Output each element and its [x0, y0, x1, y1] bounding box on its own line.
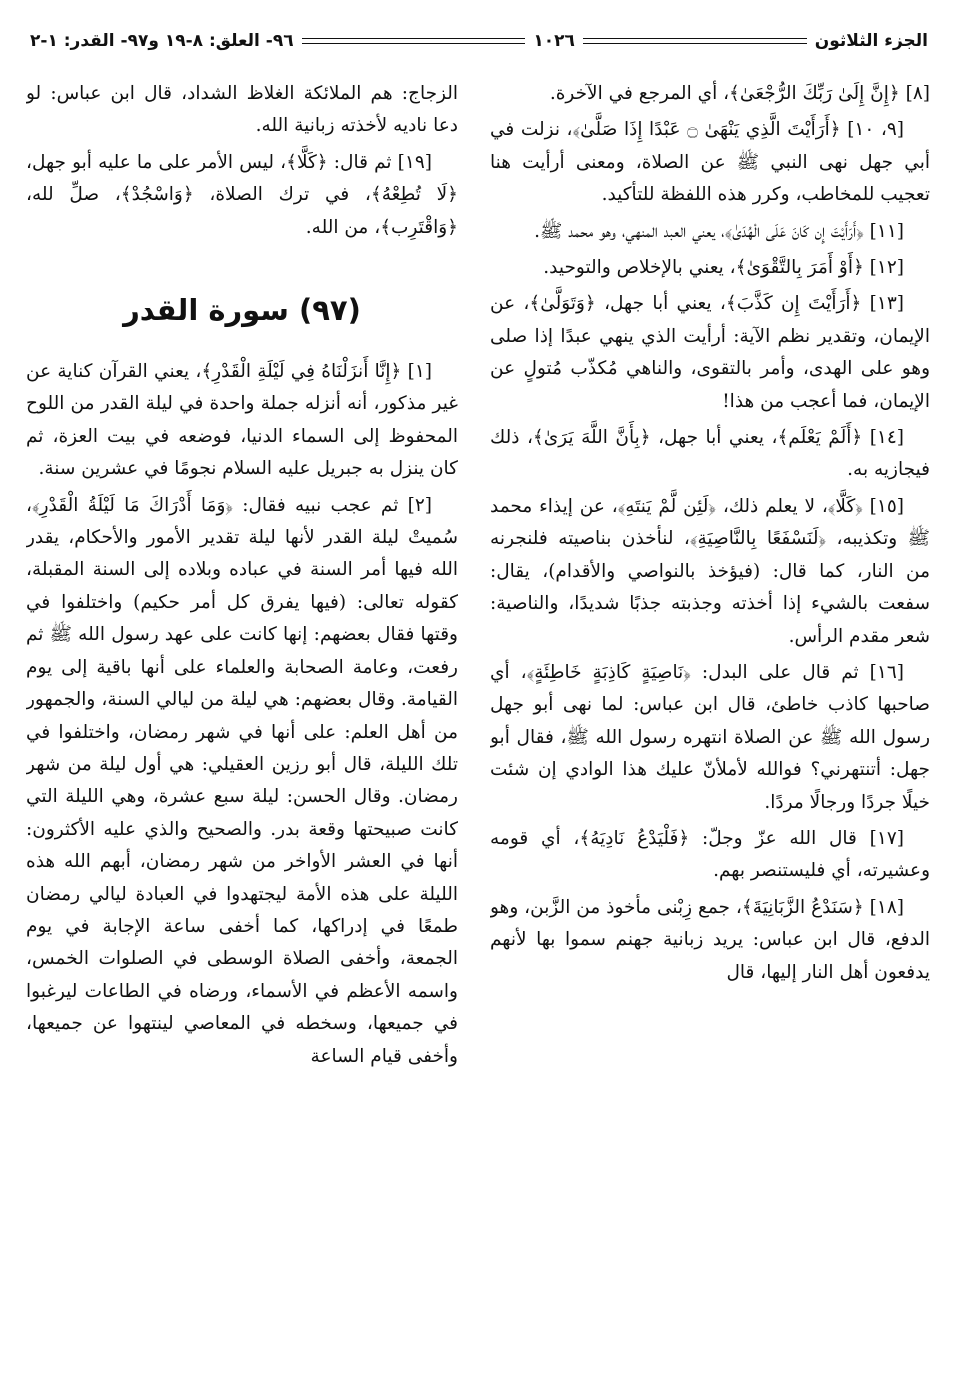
surah-title: (٩٧) سورة القدر	[123, 293, 361, 328]
running-header	[30, 26, 928, 56]
paragraph-verse-9-10: [٩، ١٠] ﴿أَرَأَيْتَ الَّذِي يَنْهَىٰ ۝ عَبْدًا إِذَا صَلَّىٰ﴾، نزلت في أبي جهل نهى النبي ﷺ عن الصلاة، ومعنى أرأيت هنا تعجيب للمخاطب، وكرر هذه اللفظة للتأكيد.	[490, 119, 930, 206]
paragraph-verse-16: [١٦] ثم قال على البدل: ﴿نَاصِيَةٍ كَاذِبَةٍ خَاطِئَةٍ﴾، أي صاحبها كاذب خاطئ، قال ابن عباس: لما نهى أبو جهل رسول الله ﷺ عن الصلاة انتهره رسول الله ﷺ، فقال أبو جهل: أتنتهرني؟ فوالله لأملأنّ عليك هذا الوادي إن شئت خيلًا جردًا ورجالًا مردًا.	[490, 661, 930, 813]
paragraph-verse-13: [١٣] ﴿أَرَأَيْتَ إِن كَذَّبَ﴾، يعني أبا جهل، ﴿وَتَوَلَّىٰ﴾، عن الإيمان، وتقدير نظم الآية: أرأيت الذي ينهي عبدًا إذا صلى وهو على الهدى، وأمر بالتقوى، والناهي مُكذّب مُتولٍ عن الإيمان، فما أعجب من هذا!	[490, 293, 930, 412]
paragraph-verse-12: [١٢] ﴿أَوْ أَمَرَ بِالتَّقْوَىٰ﴾، يعني بالإخلاص والتوحيد.	[543, 257, 904, 279]
paragraph-qadr-verse-2: [٢] ثم عجب نبيه فقال: ﴿وَمَا أَدْرَاكَ مَا لَيْلَةُ الْقَدْرِ﴾، سُميتْ ليلة القدر لأنها ليلة تقدير الأمور والأحكام، يقدر الله فيها أمر السنة في عباده وبلاده إلى السنة المقبلة، كقوله تعالى: (فيها يفرق كل أمر حكيم) واختلفوا في وقتها فقال بعضهم: إنها كانت على عهد رسول الله ﷺ ثم رفعت، وعامة الصحابة والعلماء على أنها باقية إلى يوم القيامة. وقال بعضهم: هي ليلة من ليالي السنة، والجمهور من أهل العلم: على أنها في شهر رمضان، واختلفوا في تلك الليلة، قال أبو رزين العقيلي: هي أول ليلة من شهر رمضان. وقال الحسن: ليلة سبع عشرة، وهي الليلة التي كانت صبيحتها وقعة بدر. والصحيح والذي عليه الأكثرون: أنها في العشر الأواخر من شهر رمضان، أبهم الله هذه الليلة على هذه الأمة ليجتهدوا في العبادة ليالي رمضان طمعًا في إدراكها، كما أخفى ساعة الإجابة في يوم الجمعة، وأخفى الصلاة الوسطى في الصلوات الخمس، واسمه الأعظم في الأسماء، ورضاه في الطاعات ليرغبوا في جميعها، وسخطه في المعاصي لينتهوا عن جميعها، وأخفى قيام الساعة	[26, 494, 458, 1067]
paragraph-verse-18: [١٨] ﴿سَنَدْعُ الزَّبَانِيَةَ﴾، جمع زِبْنى مأخوذ من الزَّبن، وهو الدفع، قال ابن عباس: يريد زبانية جهنم سموا بها لأنهم يدفعون أهل النار إليها، قال	[490, 896, 930, 983]
paragraph-verse-15: [١٥] ﴿كَلَّا﴾، لا يعلم ذلك، ﴿لَئِن لَّمْ يَنتَهِ﴾، عن إيذاء محمد ﷺ وتكذيبه، ﴿لَنَسْفَعًا بِالنَّاصِيَةِ﴾، لنأخذن بناصيته فلنجرنه من النار، كما قال: (فيؤخذ بالنواصي والأقدام)، يقال: سفعت بالشيء إذا أخذته وجذبته جذبًا شديدًا، والناصية: شعر مقدم الرأس.	[490, 495, 930, 647]
right-column	[490, 78, 930, 1373]
paragraph-verse-8: [٨] ﴿إِنَّ إِلَىٰ رَبِّكَ الرُّجْعَىٰ﴾، أي المرجع في الآخرة.	[549, 83, 930, 104]
header-rule-right	[583, 38, 807, 44]
paragraph-verse-11: [١١] ﴿أَرَأَيْتَ إِن كَانَ عَلَى الْهُدَىٰ﴾، يعني العبد المنهي، وهو محمد ﷺ.	[534, 220, 904, 242]
header-part: الجزء الثلاثون	[814, 31, 928, 51]
paragraph-qadr-verse-1: [١] ﴿إِنَّا أَنزَلْنَاهُ فِي لَيْلَةِ الْقَدْرِ﴾، يعني القرآن كناية عن غير مذكور، أنه أنزله جملة واحدة في ليلة القدر من اللوح المحفوظ إلى السماء الدنيا، فوضعه في بيت العزة، ثم كان ينزل به جبريل عليه السلام نجومًا في عشرين سنة.	[26, 361, 458, 480]
paragraph-verse-19: [١٩] ثم قال: ﴿كَلَّا﴾، ليس الأمر على ما عليه أبو جهل، ﴿لَا تُطِعْهُ﴾، في ترك الصلاة، ﴿وَاسْجُدْ﴾، صلِّ لله، ﴿وَاقْتَرِب﴾، من الله.	[26, 151, 458, 238]
header-surahs: ٩٦- العلق: ٨-١٩ و٩٧- القدر: ١-٢	[29, 31, 294, 51]
header-rule-left	[302, 38, 526, 44]
paragraph-verse-17: [١٧] قال الله عزّ وجلّ: ﴿فَلْيَدْعُ نَادِيَهُ﴾، أي قومه وعشيرته، أي فليستنصر بهم.	[490, 827, 930, 882]
paragraph-continuation: الزجاج: هم الملائكة الغلاظ الشداد، قال ابن عباس: لو دعا ناديه لأخذته زبانية الله.	[26, 83, 458, 137]
header-page-number: ١٠٢٦	[533, 31, 575, 51]
left-column	[26, 78, 458, 1373]
paragraph-verse-14: [١٤] ﴿أَلَمْ يَعْلَم﴾، يعني أبا جهل، ﴿بِأَنَّ اللَّهَ يَرَىٰ﴾، ذلك فيجازيه به.	[490, 427, 930, 481]
